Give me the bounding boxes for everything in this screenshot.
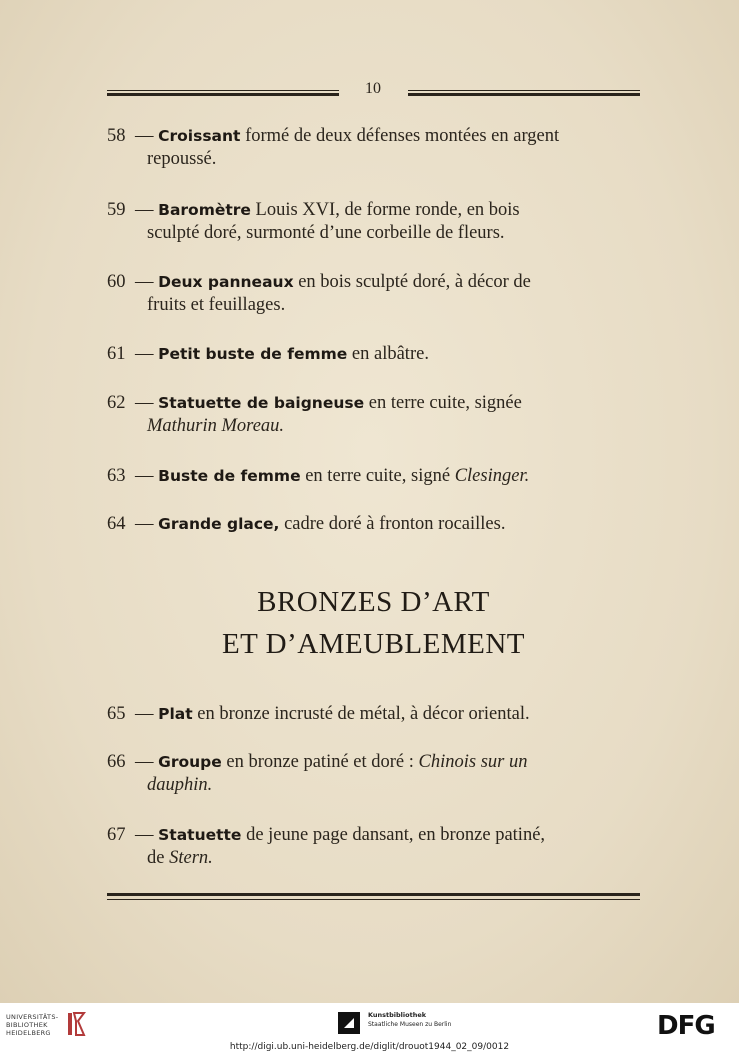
- header-rule-left: [107, 88, 339, 96]
- section-heading-line2: ET D’AMEUBLEMENT: [221, 628, 526, 660]
- heidelberg-emblem-icon: [66, 1009, 88, 1039]
- catalog-entry-65: 65 — Plat en bronze incrusté de métal, à décor oriental.: [107, 704, 530, 724]
- footer-rule: [107, 893, 640, 900]
- catalog-entry-64: 64 — Grande glace, cadre doré à fronton rocailles.: [107, 514, 506, 534]
- section-heading: [107, 581, 640, 665]
- source-url[interactable]: http://digi.ub.uni-heidelberg.de/diglit/drouot1944_02_09/0012: [229, 1042, 510, 1052]
- heidelberg-library-logo: UNIVERSITÄTS- BIBLIOTHEK HEIDELBERG: [6, 1013, 59, 1037]
- section-heading-line1: BRONZES D’ART: [257, 586, 490, 618]
- catalog-entry-58: 58 — Croissant formé de deux défenses montées en argent repoussé.: [107, 126, 560, 169]
- catalog-entry-62: 62 — Statuette de baigneuse en terre cuite, signée Mathurin Moreau.: [107, 393, 522, 436]
- kunstbibliothek-label: Kunstbibliothek Staatliche Museen zu Berlin: [368, 1011, 452, 1028]
- page-number: 10: [365, 80, 381, 97]
- catalog-entry-67: 67 — Statuette de jeune page dansant, en bronze patiné, de Stern.: [107, 825, 546, 868]
- catalog-entry-61: 61 — Petit buste de femme en albâtre.: [107, 344, 429, 364]
- digitization-footer: [0, 1003, 739, 1053]
- catalog-entry-63: 63 — Buste de femme en terre cuite, signé Clesinger.: [107, 466, 530, 486]
- page-header: [107, 80, 640, 100]
- kunstbibliothek-logo-icon: [338, 1012, 360, 1034]
- catalog-entry-66: 66 — Groupe en bronze patiné et doré : Chinois sur un dauphin.: [107, 752, 528, 795]
- dfg-logo: DFG: [657, 1011, 715, 1041]
- catalog-entry-59: 59 — Baromètre Louis XVI, de forme ronde, en bois sculpté doré, surmonté d’une corbeille de fleurs.: [107, 200, 520, 243]
- header-rule-right: [408, 88, 640, 96]
- catalog-entry-60: 60 — Deux panneaux en bois sculpté doré, à décor de fruits et feuillages.: [107, 272, 531, 315]
